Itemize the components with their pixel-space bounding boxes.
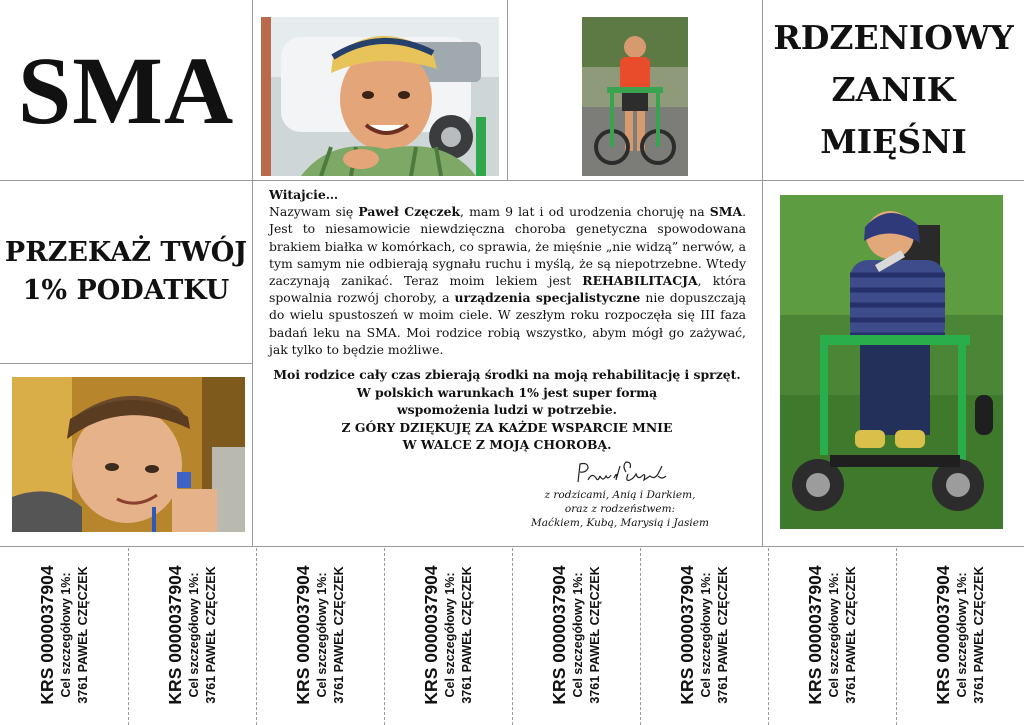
appeal-text [262,366,752,454]
family-line-2: oraz z rodzeństwem: [564,503,676,515]
tear-strip-text [654,551,754,719]
divider-vertical-left [252,0,253,546]
handwritten-signature [570,458,670,488]
disease-name-title [763,0,1024,180]
beneficiary-name: 3761 PAWEŁ CZĘCZEK [204,566,218,704]
tear-line [768,548,769,725]
tear-strip[interactable] [640,547,768,723]
tear-strip-text [782,551,882,719]
appeal-line-5: W WALCE Z MOJĄ CHOROBĄ. [402,437,612,452]
disease-name-line-3: MIĘŚNI [820,122,967,161]
donate-tax-heading [0,181,252,363]
beneficiary-name: 3761 PAWEŁ CZĘCZEK [716,566,730,704]
letter-body [269,203,746,358]
tear-strip[interactable] [256,547,384,723]
letter-part-1: Nazywam się [269,204,359,220]
tear-line [896,548,897,725]
appeal-line-2: W polskich warunkach 1% jest super formą [356,384,658,400]
goal-label: Cel szczegółowy 1%: [571,572,585,698]
krs-number: KRS 0000037904 [677,565,697,705]
divider-vertical-mid-top [507,0,508,180]
tear-strip-text [270,551,370,719]
boy-portrait-photo [12,377,245,532]
family-signoff [520,488,720,530]
tear-line [640,548,641,725]
disease-name-line-1: RDZENIOWY [773,18,1014,57]
beneficiary-name: 3761 PAWEŁ CZĘCZEK [332,566,346,704]
goal-label: Cel szczegółowy 1%: [443,572,457,698]
krs-number: KRS 0000037904 [805,565,825,705]
donate-tax-line-2: 1% PODATKU [22,275,230,306]
tear-strip[interactable] [128,547,256,723]
goal-label: Cel szczegółowy 1%: [187,572,201,698]
boy-in-cap-photo [261,17,499,176]
krs-number: KRS 0000037904 [165,565,185,705]
letter-part-5: nie dopuszczają do wielu spustoszeń w moim ciele. W zeszłym roku rozpoczęła się III faza badań leku na SMA. Moi rodzice robią wszystko, abym mógł go zażywać, jak tylko to będzie możliwe. [269,290,747,357]
boy-wheelchair-microphone-photo [780,195,1003,529]
beneficiary-name: 3761 PAWEŁ CZĘCZEK [588,566,602,704]
tear-line [128,548,129,725]
letter-rehab: REHABILITACJA [582,273,698,289]
letter-part-3: . Jest to niesamowicie niewdzięczna choroba genetyczna spowodowana brakiem białka w komórkach, co sprawia, że mięśnie „nie widzą” nerwów, a tym samym nie odbierają sygnału ruchu i myślą, że są niepotrzebne. Wtedy zaczynają zanikać. Teraz moim lekiem jest [269,204,747,289]
appeal-line-1: Moi rodzice cały czas zbierają środki na moją rehabilitację i sprzęt. [273,367,741,382]
beneficiary-name: 3761 PAWEŁ CZĘCZEK [972,566,986,704]
krs-number: KRS 0000037904 [37,565,57,705]
beneficiary-name: 3761 PAWEŁ CZĘCZEK [844,566,858,704]
tear-strip[interactable] [0,547,128,723]
letter-text [269,186,746,358]
tear-strip-text [398,551,498,719]
tear-strip-text [14,551,114,719]
goal-label: Cel szczegółowy 1%: [59,572,73,698]
beneficiary-name: 3761 PAWEŁ CZĘCZEK [76,566,90,704]
tear-strip[interactable] [512,547,640,723]
beneficiary-name: 3761 PAWEŁ CZĘCZEK [460,566,474,704]
letter-part-2: , mam 9 lat i od urodzenia choruję na [460,204,710,220]
goal-label: Cel szczegółowy 1%: [699,572,713,698]
letter-author-name: Paweł Częczek [358,204,461,220]
letter-part-4: , która spowalnia rozwój choroby, a [269,273,746,306]
appeal-line-4: Z GÓRY DZIĘKUJĘ ZA KAŻDE WSPARCIE MNIE [341,419,673,435]
family-line-3: Maćkiem, Kubą, Marysią i Jasiem [531,517,709,529]
divider-top-horizontal-right [763,180,1024,181]
appeal-line-3: wspomożenia ludzi w potrzebie. [396,402,617,417]
krs-number: KRS 0000037904 [421,565,441,705]
tear-strip[interactable] [768,547,896,723]
tear-line [256,548,257,725]
goal-label: Cel szczegółowy 1%: [955,572,969,698]
tear-strip[interactable] [384,547,512,723]
goal-label: Cel szczegółowy 1%: [827,572,841,698]
tear-strip-text [142,551,242,719]
letter-sma: SMA [709,204,743,220]
tear-strip-text [526,551,626,719]
divider-center-top [253,180,762,181]
divider-left-middle [0,363,252,364]
tear-strip-text [910,551,1010,719]
krs-number: KRS 0000037904 [933,565,953,705]
family-line-1: z rodzicami, Anią i Darkiem, [544,489,696,501]
boy-in-wheelchair-orange-shirt-photo [582,17,688,176]
tear-strip[interactable] [896,547,1024,723]
tear-line [384,548,385,725]
goal-label: Cel szczegółowy 1%: [315,572,329,698]
letter-greeting: Witajcie… [269,187,339,202]
sma-title: SMA [17,36,235,144]
donate-tax-line-1: PRZEKAŻ TWÓJ [4,237,248,268]
krs-number: KRS 0000037904 [293,565,313,705]
krs-number: KRS 0000037904 [549,565,569,705]
disease-name-line-2: ZANIK [831,70,956,109]
tear-line [512,548,513,725]
letter-devices: urządzenia specjalistyczne [454,290,641,306]
